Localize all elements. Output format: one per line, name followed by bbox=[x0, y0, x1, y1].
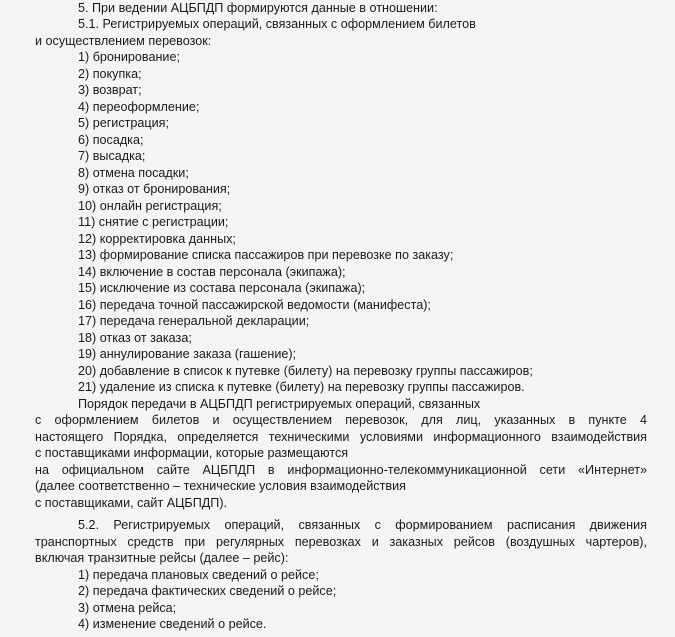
list-item: 13) формирование списка пассажиров при перевозке по заказу; bbox=[78, 248, 454, 262]
list-item: 19) аннулирование заказа (гашение); bbox=[78, 347, 297, 361]
list-item: 12) корректировка данных; bbox=[78, 232, 236, 246]
list-item: 14) включение в состав персонала (экипажа); bbox=[78, 265, 346, 279]
list-item: 18) отказ от заказа; bbox=[78, 331, 192, 345]
section-5-heading: 5. При ведении АЦБПДП формируются данные в отношении: bbox=[78, 1, 438, 15]
section-5-2-intro-line-2: транспортных средств при регулярных перевозках и заказных рейсов (воздушных чартеров), bbox=[35, 535, 647, 549]
list-item: 1) бронирование; bbox=[78, 50, 180, 64]
list-item: 15) исключение из состава персонала (экипажа); bbox=[78, 281, 366, 295]
section-5-1-intro-line-1: 5.1. Регистрируемых операций, связанных с оформлением билетов bbox=[78, 17, 476, 31]
list-item: 1) передача плановых сведений о рейсе; bbox=[78, 568, 319, 582]
procedure-paragraph-line-2: с оформлением билетов и осуществлением перевозок, для лиц, указанных в пункте 4 bbox=[35, 413, 647, 427]
list-item: 20) добавление в список к путевке (билету) на перевозку группы пассажиров; bbox=[78, 364, 533, 378]
list-item: 11) снятие с регистрации; bbox=[78, 215, 229, 229]
list-item: 4) изменение сведений о рейсе. bbox=[78, 617, 267, 631]
section-5-1-intro-line-2: и осуществлением перевозок: bbox=[35, 34, 212, 48]
procedure-paragraph-line-7: с поставщиками, сайт АЦБПДП). bbox=[35, 496, 228, 510]
procedure-paragraph-line-1: Порядок передачи в АЦБПДП регистрируемых операций, связанных bbox=[78, 397, 481, 411]
list-item: 2) передача фактических сведений о рейсе; bbox=[78, 584, 337, 598]
list-item: 16) передача точной пассажирской ведомости (манифеста); bbox=[78, 298, 431, 312]
procedure-paragraph-line-3: настоящего Порядка, определяется техническими условиями информационного взаимодействия bbox=[35, 430, 647, 444]
section-5-2-intro-line-3: включая транзитные рейсы (далее – рейс): bbox=[35, 551, 289, 565]
list-item: 3) отмена рейса; bbox=[78, 601, 177, 615]
procedure-paragraph-line-5: на официальном сайте АЦБПДП в информационно-телекоммуникационной сети «Интернет» bbox=[35, 463, 647, 477]
list-item: 2) покупка; bbox=[78, 67, 142, 81]
procedure-paragraph-line-4: с поставщиками информации, которые размещаются bbox=[35, 446, 349, 460]
list-item: 7) высадка; bbox=[78, 149, 146, 163]
list-item: 3) возврат; bbox=[78, 83, 142, 97]
list-item: 10) онлайн регистрация; bbox=[78, 199, 222, 213]
list-item: 17) передача генеральной декларации; bbox=[78, 314, 310, 328]
list-item: 4) переоформление; bbox=[78, 100, 200, 114]
list-item: 21) удаление из списка к путевке (билету) на перевозку группы пассажиров. bbox=[78, 380, 525, 394]
list-item: 8) отмена посадки; bbox=[78, 166, 189, 180]
section-5-2-intro-line-1: 5.2. Регистрируемых операций, связанных с формированием расписания движения bbox=[78, 518, 647, 532]
procedure-paragraph-line-6: (далее соответственно – технические условия взаимодействия bbox=[35, 479, 406, 493]
list-item: 5) регистрация; bbox=[78, 116, 169, 130]
list-item: 6) посадка; bbox=[78, 133, 144, 147]
list-item: 9) отказ от бронирования; bbox=[78, 182, 231, 196]
